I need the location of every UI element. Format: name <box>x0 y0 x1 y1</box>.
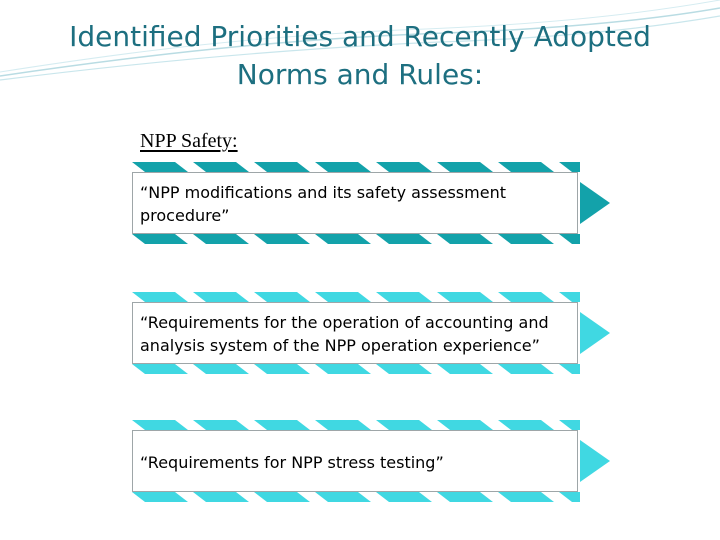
arrow-head-2 <box>580 312 610 354</box>
section-heading: NPP Safety: <box>140 130 238 152</box>
title-line-1: Identified Priorities and Recently Adopted <box>69 20 651 53</box>
priority-item-text-2: “Requirements for the operation of accounting and analysis system of the NPP operation experience” <box>132 302 578 364</box>
priority-item-1 <box>130 162 612 244</box>
priority-item-text-1: “NPP modifications and its safety assessment procedure” <box>132 172 578 234</box>
priority-item-3 <box>130 420 612 502</box>
slide-title <box>0 18 720 94</box>
arrow-head-3 <box>580 440 610 482</box>
priority-item-text-3: “Requirements for NPP stress testing” <box>132 430 578 492</box>
title-line-2: Norms and Rules: <box>236 58 484 91</box>
priority-item-2 <box>130 292 612 374</box>
arrow-head-1 <box>580 182 610 224</box>
